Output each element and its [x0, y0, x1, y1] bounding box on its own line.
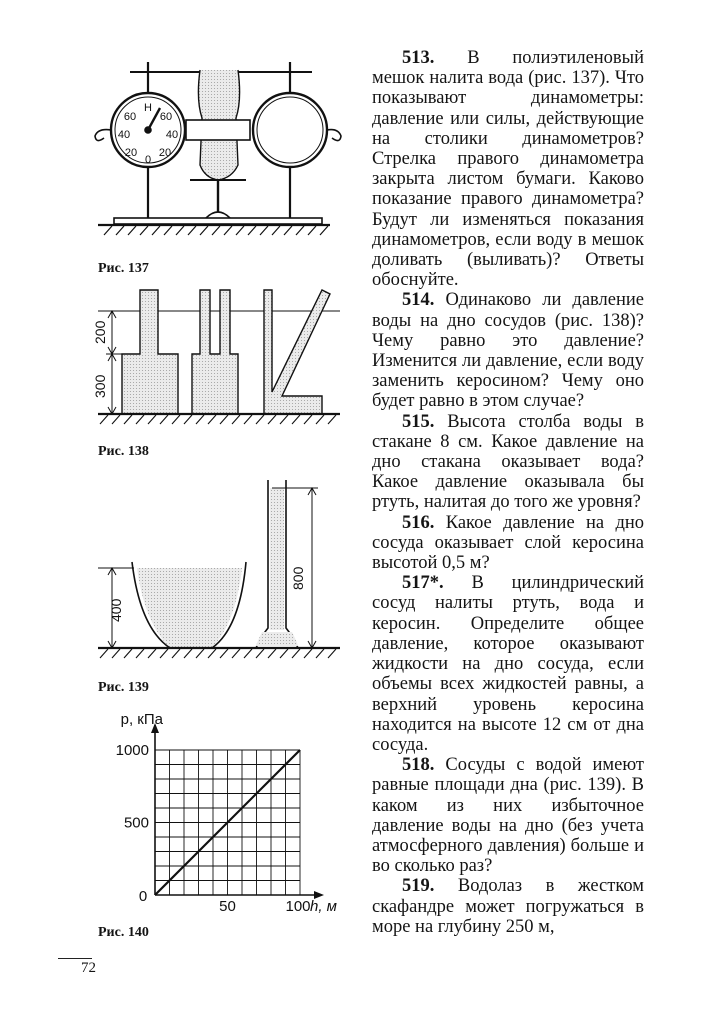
y-tick-label: 1000 [115, 742, 149, 759]
problem-text: Одинаково ли давление воды на дно сосудов (рис. 138)? Чему равно это давление? Изменится ли давление, если воду заменить керосином? Чему оно будет равно в этом случае? [372, 290, 644, 412]
caption-fig139: Рис. 139 [98, 680, 149, 695]
problem-number: 517*. [402, 573, 444, 594]
problem-text: Водолаз в жестком скафандре может погружаться в море на глубину 250 м, [372, 876, 644, 937]
problem-number: 514. [402, 290, 435, 311]
problem-number: 518. [402, 755, 435, 776]
problem-number: 519. [402, 876, 435, 897]
caption-fig138: Рис. 138 [98, 444, 149, 459]
caption-fig140: Рис. 140 [98, 925, 149, 940]
problem-518 [372, 755, 644, 876]
gauge-mark: 20 [158, 147, 172, 159]
problem-number: 513. [402, 48, 435, 68]
problem-516 [372, 513, 644, 574]
problem-519 [372, 876, 644, 937]
x-axis-label: h, м [310, 898, 337, 915]
dim-label-400: 400 [108, 598, 124, 622]
problem-text: Какое давление на дно сосуда оказывает слой керосина высотой 0,5 м? [372, 512, 645, 574]
y-axis-label: p, кПа [120, 711, 163, 728]
gauge-mark: 20 [124, 147, 138, 159]
x-tick-label: 0 [138, 888, 148, 905]
problem-number: 516. [402, 512, 435, 533]
dim-label-200: 200 [92, 320, 108, 344]
dim-label-300: 300 [92, 374, 108, 398]
problem-text: Сосуды с водой имеют равные площади дна (рис. 139). В каком из них избыточное давление воды на дно (без учета атмосферного давления) больше и во сколько раз? [372, 755, 645, 877]
problem-515 [372, 412, 644, 513]
problem-text-column [372, 48, 644, 937]
x-tick-label: 50 [219, 898, 236, 915]
caption-fig137: Рис. 137 [98, 261, 149, 276]
problem-text: В полиэтиленовый мешок налита вода (рис. 137). Что показывают динамометры: давление или силы, действующие на столики динамометров? Стрелка правого динамометра закрыта листом бумаги. Каково показание правого динамометра? Будут ли изменяться показания динамометров, если воду в мешок доливать (выливать)? Ответы обоснуйте. [372, 48, 644, 291]
problem-text: В цилиндрический сосуд налиты ртуть, вода и керосин. Определите общее давление, которое оказывают жидкости на дно сосуда, если объемы всех жидкостей равны, а верхний уровень керосина находится на высоте 12 см от дна сосуда. [372, 573, 644, 755]
problem-number: 515. [402, 411, 435, 432]
problem-514 [372, 290, 644, 411]
page-number: 72 [81, 960, 96, 976]
gauge-mark: 40 [117, 129, 131, 141]
problem-text: Высота столба воды в стакане 8 см. Какое давление на дно стакана оказывает вода? Какое давление оказывала бы ртуть, налитая до того же уровня? [372, 411, 645, 513]
gauge-mark: 60 [123, 111, 137, 123]
gauge-mark: Н [144, 102, 152, 114]
y-tick-label: 500 [123, 814, 149, 832]
page-number-rule [58, 958, 92, 959]
gauge-mark: 60 [159, 111, 173, 123]
problem-517 [372, 573, 644, 755]
gauge-mark: 0 [144, 154, 152, 166]
problem-513 [372, 48, 644, 290]
x-tick-label: 100 [285, 898, 311, 915]
dim-label-800: 800 [290, 566, 306, 590]
gauge-mark: 40 [165, 129, 179, 141]
